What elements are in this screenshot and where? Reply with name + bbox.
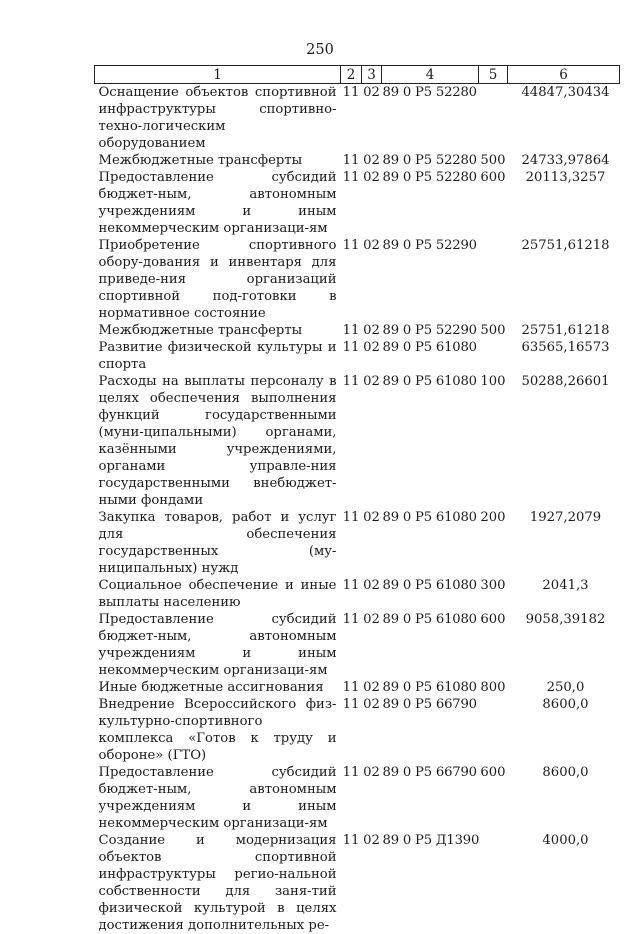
- row-amount: 2041,3: [542, 578, 589, 593]
- row-section: 11: [342, 153, 360, 168]
- table-row: [95, 84, 620, 153]
- row-target-code: 89 0 Р5 61080: [382, 374, 477, 389]
- table-row: [95, 237, 620, 322]
- row-expense-type: [479, 237, 508, 322]
- row-expense-type: 100: [480, 374, 506, 389]
- budget-table: [94, 65, 620, 934]
- column-header-4: 4: [382, 66, 479, 84]
- row-amount: 50288,26601: [521, 374, 610, 389]
- table-row: [95, 696, 620, 764]
- column-header-1: 1: [95, 66, 341, 84]
- row-section: 11: [342, 374, 360, 389]
- row-section: 11: [342, 833, 360, 848]
- row-name: Закупка товаров, работ и услуг для обеспечения государственных (му-ниципальных) нужд: [98, 510, 337, 576]
- row-expense-type: 300: [480, 578, 506, 593]
- row-section: 11: [342, 510, 360, 525]
- row-subsection: 02: [363, 340, 380, 355]
- row-name: Межбюджетные трансферты: [98, 323, 303, 338]
- row-amount: 250,0: [546, 680, 585, 695]
- row-target-code: 89 0 Р5 61080: [382, 510, 477, 525]
- row-subsection: 02: [363, 170, 380, 185]
- row-amount: 1927,2079: [529, 510, 602, 525]
- row-amount: 44847,30434: [521, 85, 610, 100]
- row-amount: 25751,61218: [521, 323, 610, 338]
- row-amount: 4000,0: [542, 833, 589, 848]
- table-row: [95, 679, 620, 696]
- row-target-code: 89 0 Р5 52280: [382, 153, 477, 168]
- row-amount: 8600,0: [542, 697, 589, 712]
- row-subsection: 02: [363, 680, 380, 695]
- row-name: Иные бюджетные ассигнования: [98, 680, 324, 695]
- row-section: 11: [342, 765, 360, 780]
- table-row: [95, 373, 620, 509]
- row-target-code: 89 0 Р5 52280: [382, 170, 477, 185]
- row-section: 11: [342, 238, 360, 253]
- row-name: Предоставление субсидий бюджет-ным, автономным учреждениям и иным некоммерческим организаци-ям: [98, 170, 337, 236]
- row-name: Расходы на выплаты персоналу в целях обеспечения выполнения функций государственными (муни-ципальными) органами, казёнными учреждениями, органами управле-ния государственными внебюджет-ными фондами: [98, 374, 337, 508]
- row-target-code: 89 0 Р5 52280: [382, 85, 477, 100]
- row-section: 11: [342, 697, 360, 712]
- row-name: Создание и модернизация объектов спортивной инфраструктуры регио-нальной собственности для заня-тий физической культурой в целях достижения дополнительных ре-: [98, 833, 337, 933]
- row-target-code: 89 0 Р5 52290: [382, 238, 477, 253]
- row-amount: 25751,61218: [521, 238, 610, 253]
- row-subsection: 02: [363, 323, 380, 338]
- row-expense-type: 500: [480, 153, 506, 168]
- row-subsection: 02: [363, 833, 380, 848]
- row-expense-type: [479, 339, 508, 373]
- row-subsection: 02: [363, 510, 380, 525]
- row-name: Приобретение спортивного обору-дования и инвентаря для приведе-ния организаций спортивной под-готовки в нормативное состояние: [98, 238, 337, 321]
- row-target-code: 89 0 Р5 61080: [382, 612, 477, 627]
- row-target-code: 89 0 Р5 61080: [382, 340, 477, 355]
- row-amount: 63565,16573: [521, 340, 610, 355]
- table-row: [95, 152, 620, 169]
- row-expense-type: 600: [480, 170, 506, 185]
- row-subsection: 02: [363, 697, 380, 712]
- row-section: 11: [342, 85, 360, 100]
- column-header-3: 3: [362, 66, 382, 84]
- row-subsection: 02: [363, 238, 380, 253]
- row-section: 11: [342, 323, 360, 338]
- row-target-code: 89 0 Р5 52290: [382, 323, 477, 338]
- row-expense-type: 600: [480, 612, 506, 627]
- table-row: [95, 832, 620, 934]
- column-header-6: 6: [508, 66, 620, 84]
- row-expense-type: 500: [480, 323, 506, 338]
- row-name: Межбюджетные трансферты: [98, 153, 303, 168]
- row-target-code: 89 0 Р5 61080: [382, 578, 477, 593]
- row-amount: 9058,39182: [525, 612, 606, 627]
- row-name: Социальное обеспечение и иные выплаты населению: [98, 578, 337, 610]
- row-target-code: 89 0 Р5 Д1390: [382, 833, 480, 848]
- table-header-row: [95, 66, 620, 84]
- row-name: Развитие физической культуры и спорта: [98, 340, 337, 372]
- row-target-code: 89 0 Р5 61080: [382, 680, 477, 695]
- row-expense-type: 600: [480, 765, 506, 780]
- table-row: [95, 577, 620, 611]
- row-expense-type: [479, 832, 508, 934]
- row-amount: 20113,3257: [525, 170, 606, 185]
- table-row: [95, 322, 620, 339]
- row-subsection: 02: [363, 374, 380, 389]
- table-row: [95, 339, 620, 373]
- row-name: Внедрение Всероссийского физ-культурно-спортивного комплекса «Готов к труду и обороне» (ГТО): [98, 697, 337, 763]
- row-subsection: 02: [363, 578, 380, 593]
- row-section: 11: [342, 578, 360, 593]
- row-subsection: 02: [363, 153, 380, 168]
- row-name: Предоставление субсидий бюджет-ным, автономным учреждениям и иным некоммерческим организаци-ям: [98, 612, 337, 678]
- row-target-code: 89 0 Р5 66790: [382, 697, 477, 712]
- row-subsection: 02: [363, 612, 380, 627]
- table-row: [95, 764, 620, 832]
- table-row: [95, 509, 620, 577]
- page-number: 250: [306, 42, 334, 58]
- row-section: 11: [342, 680, 360, 695]
- row-expense-type: 200: [480, 510, 506, 525]
- column-header-2: 2: [341, 66, 362, 84]
- row-name: Оснащение объектов спортивной инфраструктуры спортивно-техно-логическим оборудованием: [98, 85, 337, 151]
- row-section: 11: [342, 340, 360, 355]
- row-subsection: 02: [363, 85, 380, 100]
- row-subsection: 02: [363, 765, 380, 780]
- table-row: [95, 611, 620, 679]
- row-expense-type: [479, 696, 508, 764]
- row-expense-type: [479, 84, 508, 153]
- row-amount: 8600,0: [542, 765, 589, 780]
- row-section: 11: [342, 170, 360, 185]
- row-target-code: 89 0 Р5 66790: [382, 765, 477, 780]
- row-name: Предоставление субсидий бюджет-ным, автономным учреждениям и иным некоммерческим организаци-ям: [98, 765, 337, 831]
- row-amount: 24733,97864: [521, 153, 610, 168]
- row-expense-type: 800: [480, 680, 506, 695]
- row-section: 11: [342, 612, 360, 627]
- table-row: [95, 169, 620, 237]
- column-header-5: 5: [479, 66, 508, 84]
